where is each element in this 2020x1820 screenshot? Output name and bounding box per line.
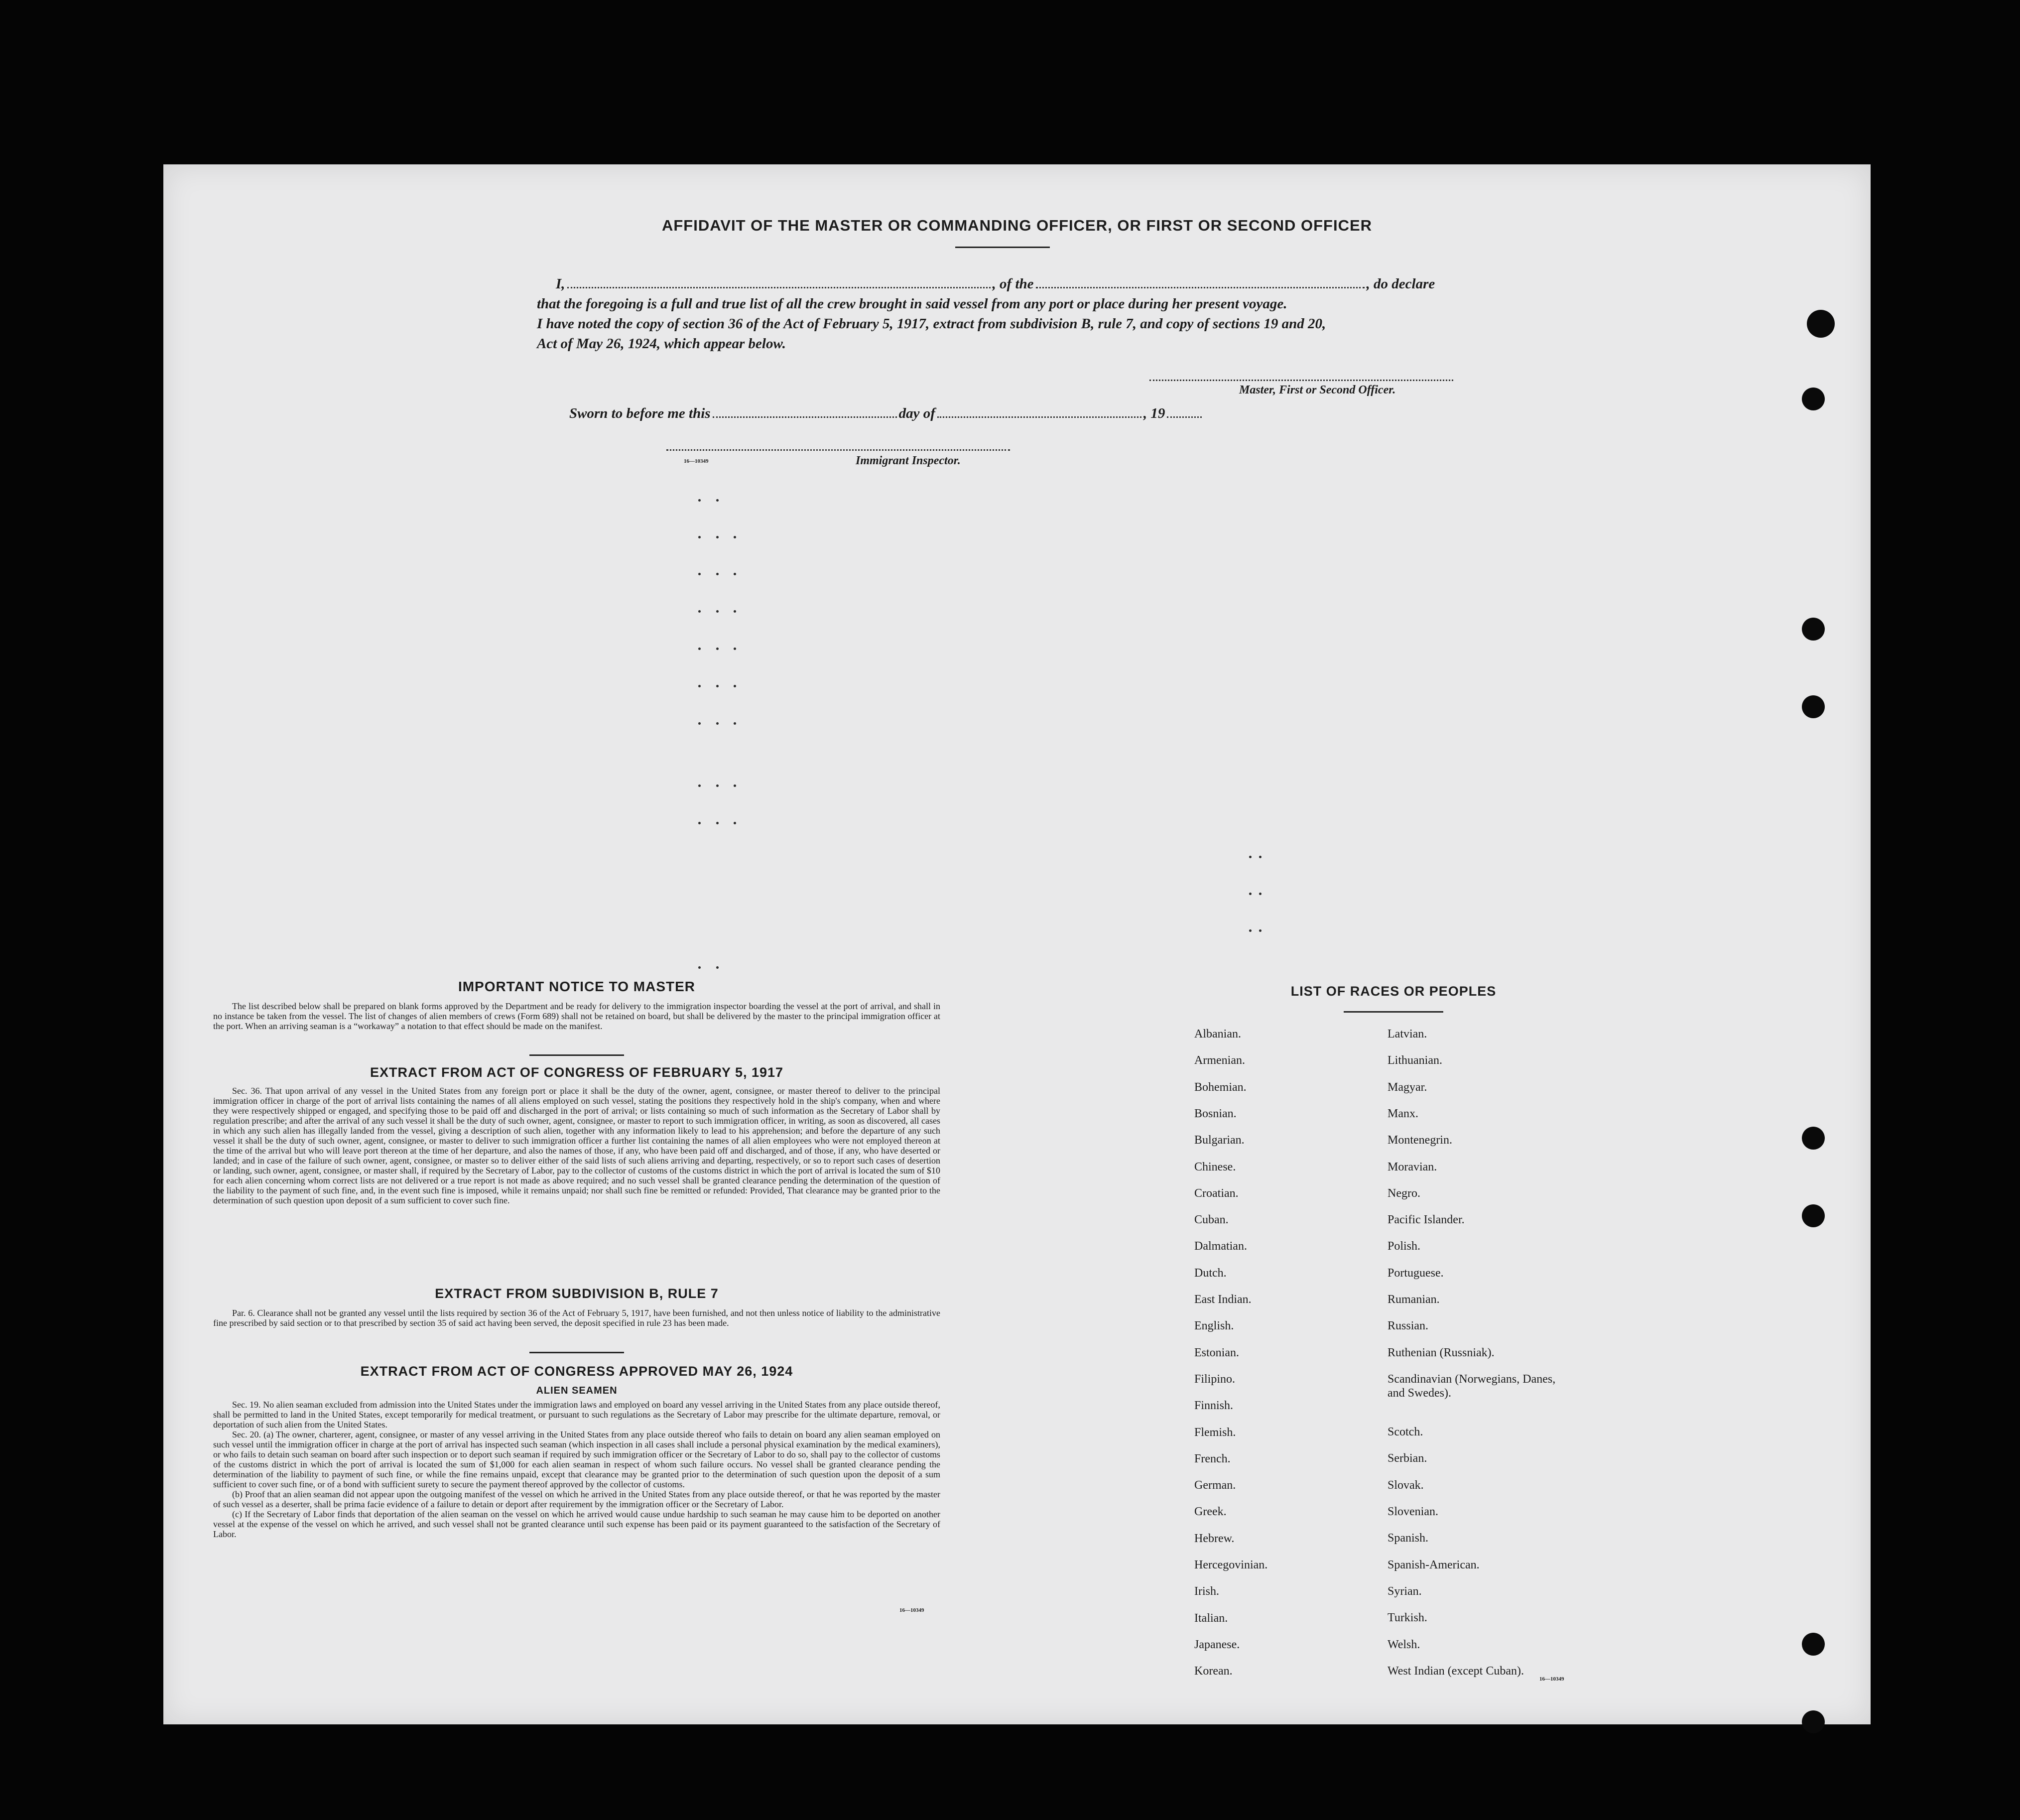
sworn-year-field[interactable]: [1167, 416, 1202, 418]
race-item: Moravian.: [1388, 1160, 1437, 1173]
master-caption: Master, First or Second Officer.: [1239, 384, 1396, 396]
race-item: West Indian (except Cuban).: [1388, 1664, 1524, 1678]
race-item: Portuguese.: [1388, 1266, 1444, 1280]
punch-hole: [1802, 388, 1825, 410]
affidavit-text: [537, 274, 1642, 354]
sworn-month-field[interactable]: [937, 416, 1141, 418]
race-item: Scandinavian (Norwegians, Danes, and Swedes).: [1388, 1372, 1556, 1400]
race-item: Bohemian.: [1194, 1080, 1247, 1094]
race-item: Manx.: [1388, 1107, 1418, 1120]
subdivision-b-title: EXTRACT FROM SUBDIVISION B, RULE 7: [435, 1286, 719, 1301]
race-item: Italian.: [1194, 1611, 1228, 1625]
extract-1917-title: EXTRACT FROM ACT OF CONGRESS OF FEBRUARY 5, 1917: [370, 1065, 784, 1080]
section-20c-text: (c) If the Secretary of Labor finds that deportation of the alien seaman on the vessel on which he arrived would cause undue hardship to such seaman he may cause him to be deported on another vessel at the expense of the vessel on which he arrived, and such vessel shall not be granted clearance until such expense has been paid or its payment guaranteed to the satisfaction of the Secretary of Labor.: [213, 1509, 940, 1539]
race-item: Flemish.: [1194, 1426, 1236, 1439]
divider: [1344, 1011, 1443, 1013]
punch-hole: [1807, 310, 1835, 338]
races-title: LIST OF RACES OR PEOPLES: [1290, 984, 1497, 999]
extract-1924-title: EXTRACT FROM ACT OF CONGRESS APPROVED MAY 26, 1924: [360, 1364, 793, 1379]
inspector-caption: Immigrant Inspector.: [856, 454, 961, 467]
section-36-text: Sec. 36. That upon arrival of any vessel in the United States from any foreign port or place it shall be the duty of the owner, agent, consignee, or master thereof to deliver to the principal immigration officer in charge of the port of arrival lists containing the names of all aliens employed on such vessel, stating the positions they respectively hold in the ship's company, when and where they were respectively shipped or engaged, and specifying those to be paid off and discharged in the port of arrival; or lists containing so much of such information as the Secretary of Labor shall by regulation prescribe; and after the arrival of any such vessel it shall be the duty of such owner, agent, consignee, or master to report to such immigration officer, in writing, as soon as discovered, all cases in which any such alien has illegally landed from the vessel, giving a description of such alien, together with any information likely to lead to his apprehension; and before the departure of any such vessel it shall be the duty of such owner, agent, consignee, or master to deliver to such immigration officer a further list containing the names of all alien employees who were not employed thereon at the time of the arrival but who will leave port thereon at the time of her departure, and also the names of those, if any, who have been paid off and discharged, and of those, if any, who have deserted or landed; and in case of the failure of such owner, agent, consignee, or master so to deliver either of the said lists of such aliens arriving and departing, respectively, or so to report such cases of desertion or landing, such owner, agent, consignee, or master shall, if required by the Secretary of Labor, pay to the collector of customs of the customs district in which the port of arrival is located the sum of $10 for each alien concerning whom correct lists are not delivered or a true report is not made as above required; and no such vessel shall be granted clearance pending the determination of the question of the liability to the payment of such fine, and, in the event such fine is imposed, while it remains unpaid; nor shall such fine be remitted or refunded: Provided, That clearance may be granted prior to the determination of such question upon deposit of a sum sufficient to cover such fine.: [213, 1086, 940, 1205]
affidavit-line-1: I, , of the , do declare: [556, 276, 1435, 292]
race-item: Spanish-American.: [1388, 1558, 1480, 1571]
divider: [529, 1352, 624, 1353]
divider: [529, 1054, 624, 1056]
race-item: Polish.: [1388, 1240, 1421, 1253]
race-item: French.: [1194, 1452, 1231, 1465]
race-item: Albanian.: [1194, 1028, 1241, 1040]
punch-hole: [1802, 1633, 1825, 1656]
race-item: Croatian.: [1194, 1186, 1239, 1200]
punch-hole: [1802, 1710, 1825, 1733]
master-signature-line[interactable]: [1149, 380, 1453, 381]
form-number: 16—10349: [684, 458, 709, 464]
notice-text: The list described below shall be prepared on blank forms approved by the Department and be ready for delivery to the immigration inspector boarding the vessel at the port of arrival, and shall in no instance be taken from the vessel. The list of changes of alien members of crews (Form 689) shall not be retained on board, but shall be delivered by the master to the principal immigration officer at the port. When an arriving seaman is a “workaway” a notation to that effect should be made on the manifest.: [213, 1001, 940, 1031]
punch-hole: [1802, 1127, 1825, 1150]
subdivision-b-block: [213, 1308, 940, 1328]
race-item: Korean.: [1194, 1665, 1233, 1678]
race-item: English.: [1194, 1319, 1234, 1333]
punch-hole: [1802, 618, 1825, 641]
race-item: Dalmatian.: [1194, 1240, 1247, 1253]
race-item: Bulgarian.: [1194, 1134, 1245, 1147]
race-item: Filipino.: [1194, 1372, 1236, 1386]
race-item: Ruthenian (Russniak).: [1388, 1346, 1495, 1359]
affidavit-line-4: Act of May 26, 1924, which appear below.: [537, 336, 786, 352]
race-item: Irish.: [1194, 1585, 1219, 1598]
race-item: German.: [1194, 1479, 1236, 1492]
race-item: Dutch.: [1194, 1266, 1227, 1280]
name-field[interactable]: [567, 287, 991, 288]
race-item: Hercegovinian.: [1194, 1559, 1268, 1571]
section-20a-text: Sec. 20. (a) The owner, charterer, agent, consignee, or master of any vessel arriving in the United States from any place outside thereof who fails to detain on board any alien seaman employed on such vessel until the immigration officer in charge at the port of arrival has inspected such seaman (which inspection in all cases shall include a personal physical examination by the medical examiners), or who fails to detain such seaman on board after such inspection or to deport such seaman if required by such immigration officer or the Secretary of Labor to do so, shall pay to the collector of customs of the customs district in which the port of arrival is located the sum of $1,000 for each alien seaman in respect of whom such failure occurs. No vessel shall be granted clearance pending the determination of the liability to payment of such fine, or while the fine remains unpaid, except that clearance may be granted prior to the determination of such question upon the deposit of a sum sufficient to cover such fine, or of a bond with sufficient surety to secure the payment thereof approved by the collector of customs.: [213, 1430, 940, 1489]
affidavit-line-2: that the foregoing is a full and true list of all the crew brought in said vessel from any port or place during her present voyage.: [537, 296, 1287, 312]
notice-block: [213, 1001, 940, 1031]
punch-hole: [1802, 1204, 1825, 1227]
race-item: Hebrew.: [1194, 1532, 1235, 1545]
race-item: Montenegrin.: [1388, 1134, 1452, 1147]
extract-1924-block: [213, 1400, 940, 1539]
inspector-signature-line[interactable]: [666, 449, 1010, 451]
race-item: Scotch.: [1388, 1426, 1423, 1439]
sworn-day-field[interactable]: [713, 416, 897, 418]
race-item: Lithuanian.: [1388, 1054, 1442, 1067]
race-item: Spanish.: [1388, 1532, 1429, 1545]
affidavit-title: AFFIDAVIT OF THE MASTER OR COMMANDING OFFICER, OR FIRST OR SECOND OFFICER: [661, 217, 1373, 234]
race-item: Syrian.: [1388, 1584, 1422, 1598]
race-item: East Indian.: [1194, 1293, 1252, 1306]
notice-title: IMPORTANT NOTICE TO MASTER: [458, 979, 696, 994]
race-item: Serbian.: [1388, 1452, 1427, 1465]
form-number: 16—10349: [899, 1607, 924, 1613]
race-item: Slovak.: [1388, 1478, 1424, 1492]
affidavit-line-3: I have noted the copy of section 36 of the Act of February 5, 1917, extract from subdivision B, rule 7, and copy of sections 19 and 20,: [537, 316, 1326, 332]
document-sheet: [163, 164, 1871, 1724]
race-item: Estonian.: [1194, 1346, 1239, 1359]
sworn-line: Sworn to before me this day of , 19: [569, 403, 1675, 423]
form-number: 16—10349: [1539, 1676, 1564, 1682]
par-6-text: Par. 6. Clearance shall not be granted any vessel until the lists required by section 36 of the Act of February 5, 1917, have been furnished, and not then unless notice of liability to the administrative fine prescribed by said section or to that prescribed by section 35 of said act having been served, the deposit specified in rule 23 has been made.: [213, 1308, 940, 1328]
race-item: Armenian.: [1194, 1054, 1245, 1067]
race-item: Welsh.: [1388, 1638, 1420, 1651]
vessel-field[interactable]: [1036, 287, 1365, 288]
alien-seamen-subtitle: ALIEN SEAMEN: [536, 1385, 618, 1396]
race-item: Magyar.: [1388, 1080, 1427, 1094]
divider: [955, 247, 1050, 248]
section-19-text: Sec. 19. No alien seaman excluded from admission into the United States under the immigration laws and employed on board any vessel arriving in the United States from any place outside thereof, shall be permitted to land in the United States, except temporarily for medical treatment, or pursuant to such regulations as the Secretary of Labor may prescribe for the ultimate departure, removal, or deportation of such alien from the United States.: [213, 1400, 940, 1430]
race-item: Cuban.: [1194, 1213, 1229, 1227]
race-item: Pacific Islander.: [1388, 1213, 1465, 1227]
section-20b-text: (b) Proof that an alien seaman did not appear upon the outgoing manifest of the vessel on which he arrived in the United States from any place outside thereof, or that he was reported by the master of such vessel as a deserter, shall be prima facie evidence of a failure to detain or deport after requirement by the immigration officer or the Secretary of Labor.: [213, 1489, 940, 1509]
race-item: Greek.: [1194, 1505, 1227, 1519]
extract-1917-block: [213, 1086, 940, 1205]
race-item: Chinese.: [1194, 1160, 1236, 1173]
race-item: Rumanian.: [1388, 1293, 1440, 1306]
race-item: Latvian.: [1388, 1028, 1427, 1040]
race-item: Finnish.: [1194, 1399, 1234, 1413]
race-item: Bosnian.: [1194, 1107, 1237, 1120]
race-item: Negro.: [1388, 1186, 1420, 1200]
race-item: Slovenian.: [1388, 1505, 1438, 1518]
race-item: Russian.: [1388, 1319, 1429, 1333]
punch-hole: [1802, 695, 1825, 718]
race-item: Japanese.: [1194, 1638, 1240, 1651]
race-item: Turkish.: [1388, 1611, 1427, 1625]
